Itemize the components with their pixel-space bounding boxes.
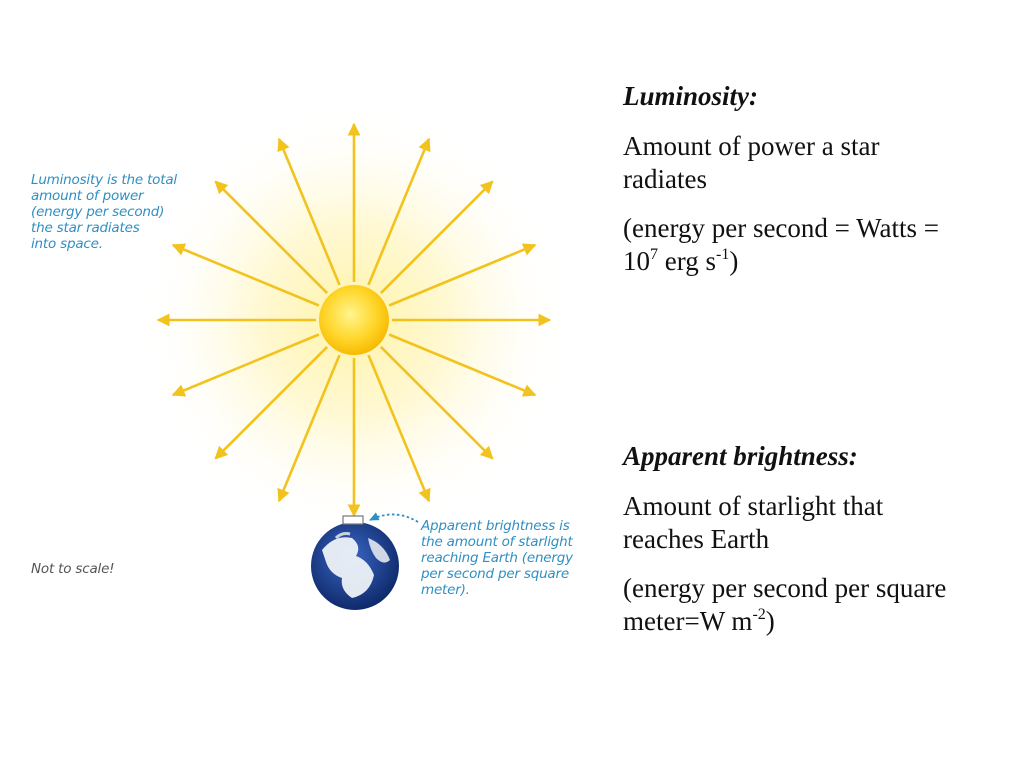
apparent-brightness-heading: Apparent brightness: bbox=[623, 441, 858, 471]
apparent-brightness-panel bbox=[623, 440, 963, 654]
apparent-brightness-description: Amount of starlight that reaches Earth bbox=[623, 491, 884, 554]
luminosity-panel bbox=[623, 80, 963, 294]
luminosity-units: (energy per second = Watts = $10^7$ erg $s^{-1}$) bbox=[623, 213, 939, 276]
detector-icon bbox=[343, 516, 363, 524]
apparent-brightness-caption: Apparent brightness is the amount of starlight reaching Earth (energy per second per square meter). bbox=[421, 518, 573, 598]
sun-icon bbox=[319, 285, 389, 355]
luminosity-heading: Luminosity: bbox=[623, 81, 759, 111]
luminosity-caption: Luminosity is the total amount of power (energy per second) the star radiates into space. bbox=[31, 172, 177, 252]
apparent-brightness-units: (energy per second per square meter=W $m^{-2}$) bbox=[623, 573, 947, 636]
earth-icon bbox=[311, 522, 399, 610]
scale-note: Not to scale! bbox=[31, 561, 115, 577]
luminosity-description: Amount of power a star radiates bbox=[623, 131, 880, 194]
